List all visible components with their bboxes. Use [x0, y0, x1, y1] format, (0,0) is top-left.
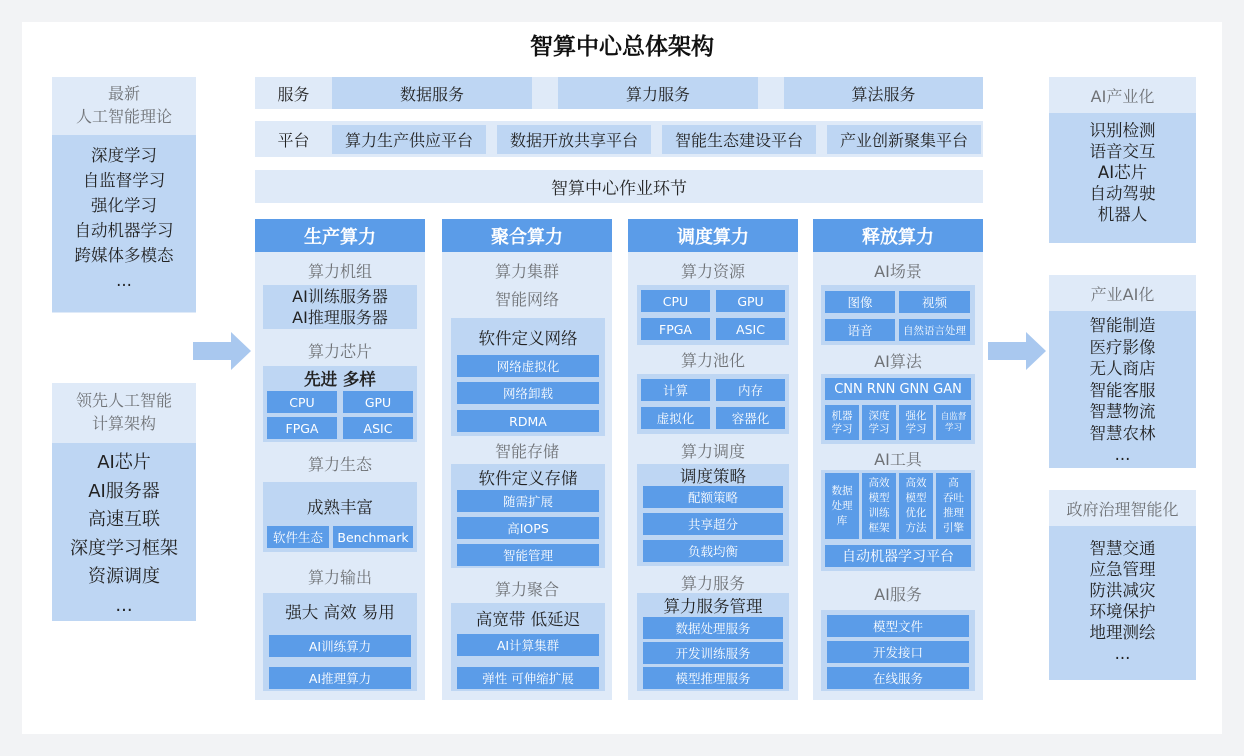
right-box-title: AI产业化	[1090, 86, 1155, 106]
alg-dl-1: 深度	[868, 409, 890, 422]
col1-section-title: 算力输出	[307, 567, 372, 587]
service-algorithm: 算法服务	[784, 77, 983, 109]
list-item: 智能客服	[1089, 380, 1156, 400]
res-fpga: FPGA	[641, 318, 710, 340]
col1-section-title: 算力机组	[307, 261, 372, 281]
arrow-right-icon	[193, 332, 253, 370]
left-arch-title-1: 领先人工智能	[75, 391, 172, 410]
alg-ml	[825, 405, 859, 440]
tool-3-3: 优化	[905, 507, 927, 519]
platform-label: 平台	[277, 130, 310, 150]
list-item: AI芯片	[97, 452, 151, 473]
res-cpu: CPU	[641, 290, 710, 312]
sch-balance: 负载均衡	[643, 540, 783, 562]
col1-out-title: 强大 高效 易用	[285, 603, 395, 622]
service-gap	[532, 77, 558, 109]
col1-eco-title: 成熟丰富	[307, 498, 373, 517]
out-train: AI训练算力	[269, 635, 411, 657]
list-item: 语音交互	[1089, 142, 1156, 161]
pool-virtualization: 虚拟化	[641, 407, 710, 429]
tool-infer-engine	[936, 473, 971, 539]
agg-cluster: AI计算集群	[457, 634, 599, 656]
col4-header: 释放算力	[813, 219, 983, 252]
sch-quota: 配额策略	[643, 486, 783, 508]
col1-section-title: 算力生态	[307, 454, 372, 474]
res-asic: ASIC	[716, 318, 785, 340]
list-item: 智慧农林	[1089, 423, 1156, 443]
list-item: 地理测绘	[1089, 623, 1156, 642]
list-item: 识别检测	[1089, 121, 1156, 140]
list-item: 环境保护	[1089, 602, 1156, 621]
ops-bar: 智算中心作业环节	[255, 170, 983, 203]
chip-gpu: GPU	[343, 391, 413, 413]
tool-2-3: 训练	[868, 507, 890, 519]
aisvc-api: 开发接口	[827, 641, 969, 663]
out-infer: AI推理算力	[269, 667, 411, 689]
alg-ml-2: 学习	[831, 422, 853, 435]
list-item: 防洪减灾	[1089, 581, 1156, 600]
col1-header: 生产算力	[255, 219, 425, 252]
right-box-list	[1049, 311, 1196, 468]
tool-1-3: 库	[836, 514, 848, 527]
service-gap	[758, 77, 784, 109]
pool-compute: 计算	[641, 379, 710, 401]
net-virtualization: 网络虚拟化	[457, 355, 599, 377]
col3-svc-title: 算力服务管理	[663, 597, 763, 616]
list-item: 智能制造	[1089, 316, 1156, 335]
alg-ssl-2: 学习	[944, 422, 962, 433]
col2-header: 聚合算力	[442, 219, 612, 252]
list-item: 跨媒体多模态	[74, 246, 174, 265]
tool-3-2: 模型	[905, 492, 927, 504]
platform-item: 算力生产供应平台	[332, 125, 486, 154]
right-box-list	[1049, 526, 1196, 680]
storage-iops: 高IOPS	[457, 517, 599, 539]
tool-4-3: 推理	[943, 507, 964, 519]
list-item: 高速互联	[88, 509, 160, 530]
list-item: ...	[1114, 445, 1131, 464]
res-gpu: GPU	[716, 290, 785, 312]
tool-2-1: 高效	[868, 477, 890, 489]
aisvc-online: 在线服务	[827, 667, 969, 689]
left-theory-title-1: 最新	[107, 84, 140, 103]
col3-section-title: 算力服务	[680, 573, 745, 593]
list-item: 无人商店	[1089, 359, 1156, 378]
alg-ssl	[936, 405, 971, 440]
left-theory-box	[52, 77, 196, 313]
left-arch-box	[52, 383, 196, 621]
tool-4-4: 引擎	[943, 522, 964, 534]
list-item: 智慧物流	[1089, 402, 1156, 421]
col2-storage-title: 软件定义存储	[478, 469, 578, 488]
tool-data-lib	[825, 473, 859, 539]
tool-optimize	[899, 473, 933, 539]
list-item: 机器人	[1097, 205, 1148, 224]
chip-fpga: FPGA	[267, 417, 337, 439]
list-item: 医疗影像	[1089, 337, 1156, 357]
server-item: AI推理服务器	[292, 308, 388, 327]
col1-section-title: 算力芯片	[307, 341, 372, 361]
platform-item: 智能生态建设平台	[662, 125, 816, 154]
list-item: 深度学习	[91, 146, 157, 165]
chip-asic: ASIC	[343, 417, 413, 439]
list-item: 资源调度	[88, 566, 160, 587]
list-item: 自动机器学习	[74, 221, 174, 240]
eco-software: 软件生态	[267, 526, 329, 548]
list-item: AI服务器	[88, 480, 160, 502]
pool-memory: 内存	[716, 379, 785, 401]
right-ai-industry-box	[1049, 77, 1196, 243]
net-rdma: RDMA	[457, 410, 599, 432]
service-data: 数据服务	[332, 77, 532, 109]
col2-net-title: 软件定义网络	[478, 329, 578, 348]
alg-rl	[899, 405, 933, 440]
list-item: 深度学习框架	[70, 537, 178, 559]
scene-voice: 语音	[825, 319, 895, 341]
col2-section-title: 智能存储	[494, 441, 559, 461]
col2-section-title: 智能网络	[494, 289, 559, 309]
list-item: AI芯片	[1097, 163, 1148, 182]
tool-2-4: 框架	[868, 522, 890, 534]
col2-agg-title: 高宽带 低延迟	[475, 610, 581, 629]
col3-schedule-title: 调度策略	[680, 467, 746, 486]
list-item: ...	[1114, 644, 1131, 663]
col3-section-title: 算力调度	[680, 441, 745, 461]
col2-section-title: 算力集群	[494, 261, 559, 281]
col4-section-title: AI算法	[874, 351, 922, 371]
eco-benchmark: Benchmark	[333, 526, 413, 548]
tool-2-2: 模型	[868, 492, 890, 504]
col3-header: 调度算力	[628, 219, 798, 252]
service-label: 服务	[255, 77, 332, 109]
left-theory-list	[52, 135, 196, 312]
right-gov-box	[1049, 490, 1196, 680]
alg-rl-1: 强化	[905, 409, 927, 422]
alg-ssl-1: 自监督	[940, 411, 967, 422]
alg-dl	[862, 405, 896, 440]
storage-mgmt: 智能管理	[457, 544, 599, 566]
tool-4-2: 吞吐	[943, 492, 964, 504]
tool-1-2: 处理	[831, 499, 853, 512]
alg-rl-2: 学习	[905, 422, 927, 435]
right-box-title: 政府治理智能化	[1066, 499, 1179, 519]
svc-infer: 模型推理服务	[643, 667, 783, 689]
right-box-list	[1049, 113, 1196, 243]
left-arch-list	[52, 443, 196, 621]
col4-section-title: AI场景	[874, 261, 922, 281]
col2-section-title: 算力聚合	[494, 579, 559, 599]
col3-section-title: 算力池化	[680, 350, 745, 370]
net-offload: 网络卸载	[457, 382, 599, 404]
alg-title: CNN RNN GNN GAN	[825, 378, 971, 400]
automl-platform: 自动机器学习平台	[825, 545, 971, 567]
tool-4-1: 高	[948, 477, 959, 489]
tool-train-framework	[862, 473, 896, 539]
list-item: 应急管理	[1089, 560, 1156, 579]
col1-servers	[263, 285, 417, 329]
sch-share: 共享超分	[643, 513, 783, 535]
platform-item: 产业创新聚集平台	[827, 125, 981, 154]
diagram-title: 智算中心总体架构	[530, 34, 714, 60]
aisvc-model-file: 模型文件	[827, 615, 969, 637]
scene-video: 视频	[899, 291, 970, 313]
storage-scale: 随需扩展	[457, 490, 599, 512]
list-item: ...	[116, 271, 132, 290]
agg-elastic: 弹性 可伸缩扩展	[457, 667, 599, 689]
right-box-title: 产业AI化	[1090, 284, 1155, 304]
tool-3-1: 高效	[905, 477, 927, 489]
list-item: ...	[115, 594, 133, 616]
scene-nlp: 自然语言处理	[899, 319, 970, 341]
tool-1-1: 数据	[831, 484, 853, 497]
alg-ml-1: 机器	[831, 409, 853, 422]
col4-section-title: AI服务	[874, 584, 922, 604]
svc-train: 开发训练服务	[643, 642, 783, 664]
right-industry-ai-box	[1049, 275, 1196, 468]
tool-3-4: 方法	[905, 522, 927, 534]
chip-cpu: CPU	[267, 391, 337, 413]
col1-chip-title: 先进 多样	[304, 370, 376, 389]
left-arch-title-2: 计算架构	[91, 414, 156, 433]
col3-section-title: 算力资源	[680, 261, 745, 281]
service-compute: 算力服务	[558, 77, 758, 109]
svc-data: 数据处理服务	[643, 617, 783, 639]
left-theory-title-2: 人工智能理论	[75, 107, 172, 126]
server-item: AI训练服务器	[292, 287, 388, 306]
list-item: 自监督学习	[82, 171, 166, 190]
list-item: 智慧交通	[1089, 539, 1156, 558]
alg-dl-2: 学习	[868, 422, 890, 435]
scene-image: 图像	[825, 291, 895, 313]
arrow-right-icon	[988, 332, 1048, 370]
pool-container: 容器化	[716, 407, 785, 429]
list-item: 强化学习	[91, 196, 157, 215]
col4-section-title: AI工具	[874, 449, 922, 469]
list-item: 自动驾驶	[1089, 184, 1156, 203]
platform-item: 数据开放共享平台	[497, 125, 651, 154]
